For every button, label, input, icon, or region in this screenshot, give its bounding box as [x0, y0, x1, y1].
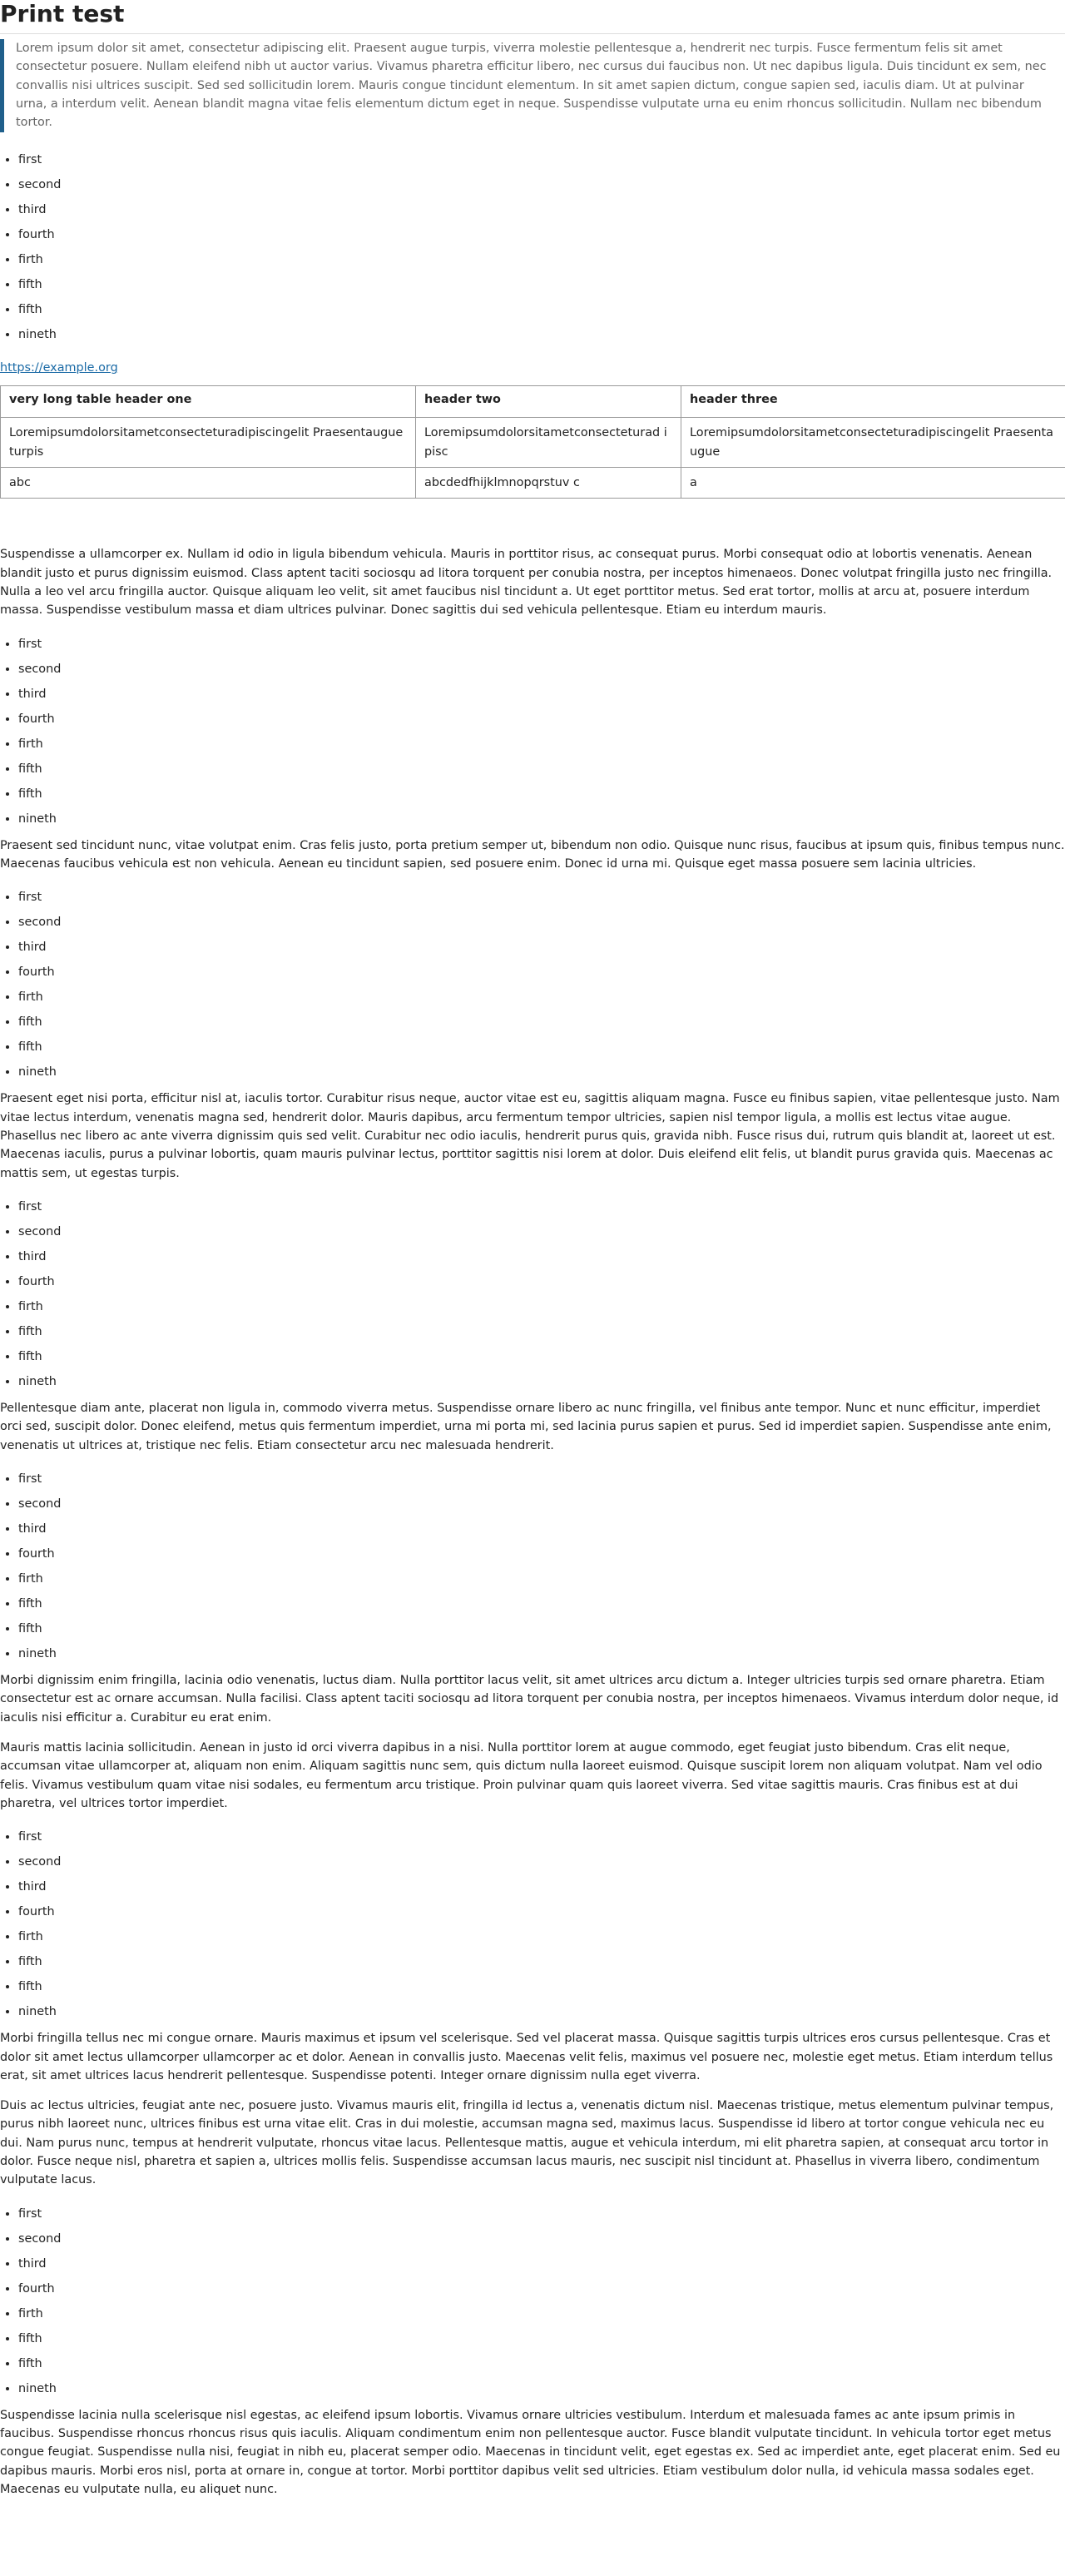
- list-item: • third: [18, 1516, 1065, 1541]
- body-paragraph: Praesent sed tincidunt nunc, vitae volutpat enim. Cras felis justo, porta pretium semper ut, bibendum non odio. Quisque nunc risus, faucibus at ipsum quis, finibus tempus nunc. Maecenas faucibus vehicula est non vehicula. Aenean eu tincidunt sapien, sed posuere enim. Donec id urna mi. Quisque eget massa posuere sem lacinia ultricies.: [0, 838, 1065, 871]
- list-item: • firth: [18, 2301, 1065, 2326]
- list-item: • second: [18, 657, 1065, 682]
- table-cell: Loremipsumdolorsitametconsecteturadipiscingelit Praesentaugue: [681, 418, 1065, 468]
- list-item: • first: [18, 1194, 1065, 1219]
- table-row: [1, 467, 1065, 498]
- list-item: • nineth: [18, 1060, 1065, 1085]
- table-cell: Loremipsumdolorsitametconsecteturad ipisc: [416, 418, 681, 468]
- list-item: • third: [18, 1244, 1065, 1269]
- body-paragraph: Duis ac lectus ultricies, feugiat ante nec, posuere justo. Vivamus mauris elit, fringilla id lectus a, venenatis dictum nisl. Maecenas tristique, metus elementum pulvinar tempus, purus nibh laoreet nunc, ultrices finibus est urna vitae elit. Cras in dui molestie, accumsan magna sed, maximus lacus. Suspendisse id libero at tortor congue vehicula nec eu dui. Nam purus nunc, tempus at hendrerit vulputate, rhoncus vitae lacus. Pellentesque mattis, augue et vehicula interdum, mi elit pharetra sapien, at consequat arcu tortor in dolor. Fusce neque nisl, pharetra et sapien a, ultrices mollis felis. Suspendisse accumsan lacus mauris, nec suscipit nisl tincidunt at. Phasellus in viverra libero, condimentum vulputate lacus.: [0, 2099, 1054, 2187]
- list-item: • first: [18, 1467, 1065, 1491]
- list-item: • first: [18, 885, 1065, 910]
- list-item: • firth: [18, 732, 1065, 757]
- list-item: • fifth: [18, 1035, 1065, 1060]
- body-paragraph: Mauris mattis lacinia sollicitudin. Aenean in justo id orci viverra dapibus in a nisi. Nulla porttitor lorem at augue commodo, eget feugiat justo bibendum. Cras elit neque, accumsan vitae ullamcorper at, aliquam non enim. Aliquam sagittis nunc sem, quis dictum nulla laoreet euismod. Quisque suscipit lorem non aliquam volutpat. Nam vel odio felis. Vivamus vestibulum quam vitae nisi sodales, eu fermentum arcu tristique. Proin pulvinar quam quis laoreet viverra. Sed vitae sagittis mauris. Cras finibus est at dui pharetra, vel ultrices tortor imperdiet.: [0, 1740, 1043, 1810]
- list-item: • second: [18, 2226, 1065, 2251]
- body-paragraph: Pellentesque diam ante, placerat non ligula in, commodo viverra metus. Suspendisse ornare libero ac nunc fringilla, vel finibus ante tempor. Nunc et nunc efficitur, imperdiet orci sed, suscipit dolor. Donec eleifend, metus quis fermentum imperdiet, urna mi porta mi, sed lacinia purus sapien et purus. Sed id imperdiet sapien. Suspendisse ante enim, venenatis ut ultrices at, tristique nec felis. Etiam consectetur arcu nec malesuada hendrerit.: [0, 1401, 1052, 1452]
- list-item: • fifth: [18, 297, 1065, 322]
- list-item: • nineth: [18, 1641, 1065, 1666]
- list-item: • firth: [18, 985, 1065, 1010]
- list-item: • second: [18, 1849, 1065, 1874]
- list-item: • fifth: [18, 1616, 1065, 1641]
- list-item: • fifth: [18, 1974, 1065, 1999]
- page-title: Print test: [0, 0, 1065, 34]
- list-item: • fifth: [18, 1344, 1065, 1369]
- list-item: • fourth: [18, 222, 1065, 247]
- table-cell: Loremipsumdolorsitametconsecteturadipiscingelit Praesentaugueturpis: [1, 418, 416, 468]
- bullet-list: [0, 1194, 1065, 1394]
- body-paragraph: Morbi fringilla tellus nec mi congue ornare. Mauris maximus et ipsum vel scelerisque. Sed vel placerat massa. Quisque sagittis turpis ultrices eros cursus pellentesque. Cras et dolor sit amet lectus ullamcorper ullamcorper ac et dolor. Aenean in convallis justo. Maecenas velit felis, maximus vel posuere nec, molestie eget metus. Etiam interdum tellus erat, sit amet ultrices lacus hendrerit pellentesque. Suspendisse potenti. Integer ornare dignissim nulla eget viverra.: [0, 2032, 1053, 2082]
- list-item: • first: [18, 1824, 1065, 1849]
- bullet-list: [0, 1824, 1065, 2024]
- body-paragraph: Praesent eget nisi porta, efficitur nisl at, iaculis tortor. Curabitur risus neque, auctor vitae est eu, sagittis aliquam magna. Fusce eu finibus sapien, vitae pellentesque justo. Nam vitae lectus interdum, venenatis magna sed, hendrerit dolor. Mauris dapibus, arcu fermentum tempor ultricies, sapien nisl tempor ligula, a mollis est lectus vitae augue. Phasellus nec libero ac ante viverra dignissim quis sed velit. Curabitur nec odio iaculis, hendrerit purus quis, gravida nibh. Fusce risus dui, rutrum quis blandit at, laoreet ut est. Maecenas iaculis, purus a pulvinar lobortis, quam mauris pulvinar lectus, porttitor sagittis nisi lorem at dolor. Duis eleifend elit felis, ut blandit purus gravida quis. Maecenas ac mattis sem, ut egestas turpis.: [0, 1092, 1060, 1180]
- list-item: • third: [18, 682, 1065, 707]
- list-item: • third: [18, 2251, 1065, 2276]
- list-item: • fifth: [18, 2351, 1065, 2376]
- list-item: • fourth: [18, 707, 1065, 732]
- list-item: • fifth: [18, 2326, 1065, 2351]
- list-item: • second: [18, 1491, 1065, 1516]
- list-item: • nineth: [18, 1999, 1065, 2024]
- list-item: • fifth: [18, 1319, 1065, 1344]
- table-header-row: [1, 385, 1065, 417]
- list-item: • second: [18, 910, 1065, 935]
- list-item: • second: [18, 1219, 1065, 1244]
- list-item: • fourth: [18, 1899, 1065, 1924]
- body-paragraph: Morbi dignissim enim fringilla, lacinia odio venenatis, luctus diam. Nulla porttitor lacus velit, sit amet ultrices arcu dictum a. Integer ultricies turpis sed ornare pharetra. Etiam consectetur est ac ornare accumsan. Nulla facilisi. Class aptent taciti sociosqu ad litora torquent per conubia nostra, per inceptos himenaeos. Vivamus interdum dolor neque, id iaculis nisi efficitur a. Curabitur eu erat enim.: [0, 1673, 1059, 1725]
- list-item: • first: [18, 147, 1065, 172]
- list-item: • fifth: [18, 782, 1065, 807]
- table-header-three: header three: [681, 385, 1065, 417]
- list-item: • third: [18, 197, 1065, 222]
- list-item: • nineth: [18, 2376, 1065, 2401]
- list-item: • fifth: [18, 272, 1065, 297]
- table-header-two: header two: [416, 385, 681, 417]
- example-link[interactable]: https://example.org: [0, 360, 118, 375]
- list-item: • second: [18, 172, 1065, 197]
- list-item: • third: [18, 935, 1065, 960]
- list-item: • fourth: [18, 1269, 1065, 1294]
- table-row: [1, 418, 1065, 468]
- bullet-list: [0, 147, 1065, 347]
- list-item: • fifth: [18, 1949, 1065, 1974]
- body-paragraph: Suspendisse lacinia nulla scelerisque nisl egestas, ac eleifend ipsum lobortis. Vivamus ornare ultricies vestibulum. Interdum et malesuada fames ac ante ipsum primis in faucibus. Suspendisse rhoncus rhoncus risus quis iaculis. Aliquam condimentum enim non pellentesque auctor. Fusce blandit vulputate tincidunt. In vehicula tortor eget metus congue feugiat. Suspendisse nulla nisi, feugiat in nibh eu, placerat semper odio. Maecenas in tincidunt velit, eget egestas ex. Sed ac imperdiet ante, eget placerat enim. Sed eu dapibus mauris. Morbi eros nisl, porta at ornare in, congue at tortor. Morbi porttitor dapibus velit sed ultricies. Etiam vestibulum dolor nulla, id vehicula massa sodales eget. Maecenas eu vulputate nulla, eu aliquet nunc.: [0, 2408, 1061, 2497]
- bullet-list: [0, 632, 1065, 831]
- bullet-list: [0, 1467, 1065, 1666]
- list-item: • nineth: [18, 807, 1065, 831]
- list-item: • fifth: [18, 757, 1065, 782]
- list-item: • fifth: [18, 1591, 1065, 1616]
- list-item: • firth: [18, 247, 1065, 272]
- list-item: • firth: [18, 1566, 1065, 1591]
- list-item: • fifth: [18, 1010, 1065, 1035]
- table-cell: abc: [1, 467, 416, 498]
- list-item: • firth: [18, 1294, 1065, 1319]
- data-table: [0, 385, 1065, 499]
- list-item: • first: [18, 2201, 1065, 2226]
- list-item: • fourth: [18, 960, 1065, 985]
- bullet-list: [0, 2201, 1065, 2401]
- list-item: • third: [18, 1874, 1065, 1899]
- table-cell: abcdedfhijklmnopqrstuv c: [416, 467, 681, 498]
- list-item: • first: [18, 632, 1065, 657]
- list-item: • fourth: [18, 2276, 1065, 2301]
- table-cell: a: [681, 467, 1065, 498]
- list-item: • nineth: [18, 322, 1065, 347]
- table-header-one: very long table header one: [1, 385, 416, 417]
- list-item: • nineth: [18, 1369, 1065, 1394]
- list-item: • fourth: [18, 1541, 1065, 1566]
- list-item: • firth: [18, 1924, 1065, 1949]
- bullet-list: [0, 885, 1065, 1085]
- body-paragraph: Suspendisse a ullamcorper ex. Nullam id odio in ligula bibendum vehicula. Mauris in porttitor risus, ac consequat purus. Morbi consequat odio at lobortis venenatis. Aenean blandit justo et purus dignissim euismod. Class aptent taciti sociosqu ad litora torquent per conubia nostra, per inceptos himenaeos. Donec volutpat fringilla justo nec fringilla. Nulla a leo vel arcu fringilla auctor. Quisque aliquam leo velit, sit amet faucibus nisl tincidunt a. Ut eget porttitor metus. Sed erat tortor, mollis at arcu at, posuere interdum massa. Suspendisse vestibulum massa et diam ultrices pulvinar. Donec sagittis dui sed vehicula pellentesque. Etiam eu interdum mauris.: [0, 548, 1053, 618]
- intro-quote: Lorem ipsum dolor sit amet, consectetur adipiscing elit. Praesent augue turpis, viverra molestie pellentesque a, hendrerit nec turpis. Fusce fermentum felis sit amet consectetur posuere. Nullam eleifend nibh ut auctor varius. Vivamus pharetra efficitur libero, nec cursus dui faucibus non. Ut nec dapibus ligula. Duis tincidunt ex sem, nec convallis nisi ultrices suscipit. Sed sed sollicitudin lorem. Mauris congue tincidunt elementum. In sit amet sapien dictum, congue sapien sed, iaculis diam. Ut at pulvinar urna, a interdum velit. Aenean blandit magna vitae felis elementum dictum eget in neque. Suspendisse vulputate urna eu enim rhoncus sollicitudin. Nullam nec bibendum tortor.: [0, 39, 1065, 132]
